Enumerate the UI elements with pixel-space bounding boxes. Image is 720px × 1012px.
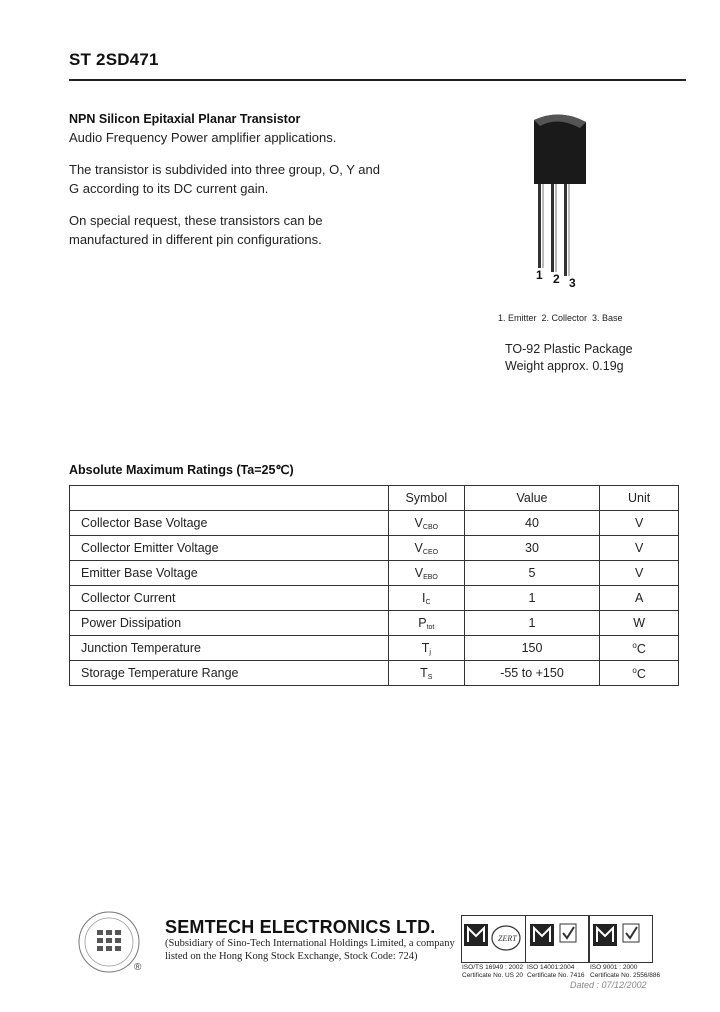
package-type: TO-92 Plastic Package — [505, 342, 633, 356]
table-row — [70, 536, 679, 561]
header-value: Value — [464, 486, 600, 511]
unit-degree-mark: o — [632, 665, 637, 675]
intro-line-5: manufactured in different pin configurations. — [69, 232, 322, 247]
unit-cell — [600, 586, 679, 611]
unit-cell — [600, 536, 679, 561]
unit-cell — [600, 661, 679, 686]
symbol-letter: V — [414, 565, 424, 580]
symbol-subscript: C — [425, 598, 431, 606]
cert-badge-iso-9001 — [588, 915, 653, 963]
unit-text: C — [636, 641, 646, 656]
symbol-cell — [388, 561, 464, 586]
parameter-cell: Collector Current — [70, 586, 389, 611]
table-row — [70, 661, 679, 686]
parameter-cell: Storage Temperature Range — [70, 661, 389, 686]
unit-cell — [600, 611, 679, 636]
unit-cell — [600, 561, 679, 586]
cert-number-1: Certificate No. US 20 — [462, 972, 524, 979]
pin-label-3: 3 — [569, 276, 576, 290]
header-rule — [69, 79, 686, 81]
symbol-subscript: CBO — [422, 523, 439, 531]
intro-line-3: G according to its DC current gain. — [69, 181, 269, 196]
company-subsidiary-line: (Subsidiary of Sino-Tech International Holdings Limited, a company — [165, 938, 455, 949]
cert-number-2: Certificate No. 7416 — [527, 972, 585, 979]
header-symbol: Symbol — [388, 486, 464, 511]
dated-stamp: Dated : 07/12/2002 — [570, 980, 647, 990]
unit-cell — [600, 511, 679, 536]
symbol-cell — [388, 636, 464, 661]
value-cell: 150 — [464, 636, 600, 661]
cert-badge-iso-14001 — [525, 915, 590, 963]
company-listing-line: listed on the Hong Kong Stock Exchange, Stock Code: 724) — [165, 951, 418, 962]
table-row — [70, 586, 679, 611]
unit-text: V — [634, 541, 644, 555]
table-row — [70, 611, 679, 636]
svg-text:ZERT: ZERT — [498, 934, 517, 943]
value-cell: -55 to +150 — [464, 661, 600, 686]
pin-caption: 1. Emitter 2. Collector 3. Base — [498, 313, 623, 323]
unit-text: V — [634, 516, 644, 530]
header-parameter — [70, 486, 389, 511]
symbol-letter: T — [421, 640, 430, 655]
symbol-subscript: j — [429, 648, 431, 656]
parameter-cell: Collector Base Voltage — [70, 511, 389, 536]
moody-logo-icon — [462, 916, 525, 962]
ratings-title: Absolute Maximum Ratings (Ta=25℃) — [69, 463, 294, 477]
symbol-cell — [388, 661, 464, 686]
moody-logo-icon — [526, 916, 589, 962]
product-heading: NPN Silicon Epitaxial Planar Transistor — [69, 112, 301, 126]
symbol-letter: P — [418, 615, 427, 630]
cert-number-3: Certificate No. 2556/886 — [590, 972, 661, 979]
unit-cell — [600, 636, 679, 661]
symbol-subscript: tot — [426, 623, 435, 631]
parameter-cell: Collector Emitter Voltage — [70, 536, 389, 561]
symbol-cell — [388, 586, 464, 611]
cert-caption-1: ISO/TS 16949 : 2002 — [462, 964, 524, 971]
intro-line-4: On special request, these transistors can be — [69, 213, 323, 228]
symbol-letter: T — [420, 665, 428, 680]
symbol-letter: V — [414, 515, 423, 530]
symbol-cell — [388, 511, 464, 536]
symbol-subscript: S — [427, 673, 433, 681]
semtech-seal-logo — [77, 910, 141, 974]
value-cell: 30 — [464, 536, 600, 561]
table-row — [70, 561, 679, 586]
table-header-row — [70, 486, 679, 511]
symbol-subscript: EBO — [423, 573, 438, 581]
table-row — [70, 636, 679, 661]
unit-text: V — [634, 566, 644, 580]
unit-text: A — [634, 591, 644, 605]
cert-caption-2: ISO 14001:2004 — [527, 964, 575, 971]
symbol-subscript: CEO — [422, 548, 439, 556]
company-name: SEMTECH ELECTRONICS LTD. — [165, 917, 436, 937]
parameter-cell: Power Dissipation — [70, 611, 389, 636]
table-row — [70, 511, 679, 536]
cert-caption-3: ISO 9001 : 2000 — [590, 964, 638, 971]
value-cell: 5 — [464, 561, 600, 586]
unit-degree-mark: o — [632, 640, 637, 650]
value-cell: 1 — [464, 586, 600, 611]
ratings-table — [69, 485, 679, 686]
value-cell: 1 — [464, 611, 600, 636]
value-cell: 40 — [464, 511, 600, 536]
symbol-cell — [388, 611, 464, 636]
unit-text: W — [633, 616, 646, 630]
symbol-letter: I — [422, 590, 426, 605]
pin-label-1: 1 — [536, 268, 543, 282]
symbol-cell — [388, 536, 464, 561]
page-title: ST 2SD471 — [69, 50, 159, 69]
unit-text: C — [636, 666, 646, 681]
to92-package-image — [520, 108, 610, 288]
symbol-letter: V — [414, 540, 423, 555]
cert-badge-iso-ts — [461, 915, 526, 963]
pin-label-2: 2 — [553, 272, 560, 286]
registered-mark: ® — [134, 962, 142, 973]
parameter-cell: Junction Temperature — [70, 636, 389, 661]
intro-line-1: Audio Frequency Power amplifier applications. — [69, 130, 337, 145]
intro-line-2: The transistor is subdivided into three group, O, Y and — [69, 162, 380, 177]
header-unit: Unit — [600, 486, 679, 511]
moody-logo-icon — [589, 916, 652, 962]
parameter-cell: Emitter Base Voltage — [70, 561, 389, 586]
package-weight: Weight approx. 0.19g — [505, 359, 624, 373]
